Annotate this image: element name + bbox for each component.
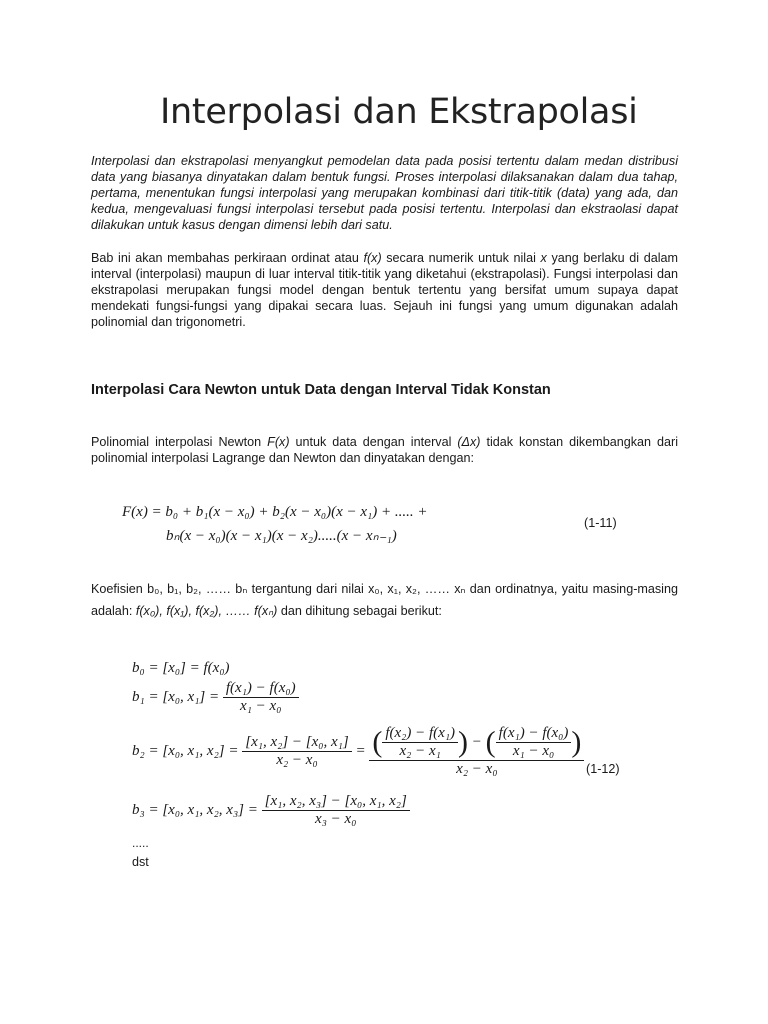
text-run: untuk data dengan interval xyxy=(289,435,458,449)
eq-b2-fraction-1 xyxy=(242,734,351,769)
eq-b2-fraction-2 xyxy=(369,725,584,778)
page-title: Interpolasi dan Ekstrapolasi xyxy=(160,92,638,132)
paren-open: ( xyxy=(485,725,496,759)
eq-b2-numerator-2 xyxy=(369,725,584,761)
eq-b2-lhs: b₂ = [x₀, x₁, x₂] = xyxy=(132,742,239,759)
paragraph-koefisien xyxy=(91,578,678,622)
eq-b0: b₀ = [x₀] = f(x₀) xyxy=(132,660,230,676)
eq-b1-fraction xyxy=(223,680,299,715)
eq-b2-denominator-1: x₂ − x₀ xyxy=(276,752,318,768)
eq-b3-lhs: b₃ = [x₀, x₁, x₂, x₃] = xyxy=(132,801,258,818)
section-heading: Interpolasi Cara Newton untuk Data dengan Interval Tidak Konstan xyxy=(91,382,551,398)
inner-b-num: f(x₁) − f(x₀) xyxy=(496,725,572,743)
eq-b1-numerator: f(x₁) − f(x₀) xyxy=(223,680,299,698)
x-term: x xyxy=(540,251,547,265)
ordinates-term: f(x₀), f(x₁), f(x₂), …… f(xₙ) xyxy=(135,604,278,618)
eq-b1-denominator: x₁ − x₀ xyxy=(240,698,282,714)
eq-b2-minus: − xyxy=(471,733,482,750)
eq-b1 xyxy=(132,680,299,715)
text-run: dan dihitung sebagai berikut: xyxy=(277,604,442,618)
eq-1-11-line1: F(x) = b₀ + b₁(x − x₀) + b₂(x − x₀)(x − x₁) + ..... + xyxy=(122,504,428,520)
eq-b3-fraction xyxy=(262,793,410,828)
text-run: Koefisien b₀, b₁, b₂, …… bₙ tergantung dari nilai x₀, x₁, x₂, …… xₙ dan ordinatnya, yaitu masing-masing adalah: xyxy=(91,582,678,618)
continuation-dots: ..... xyxy=(132,836,149,850)
eq-b2-inner-fraction-b xyxy=(496,725,572,760)
inner-b-den: x₁ − x₀ xyxy=(512,743,555,759)
eq-b2-equals: = xyxy=(355,742,366,759)
eq-b3-numerator: [x₁, x₂, x₃] − [x₀, x₁, x₂] xyxy=(262,793,410,811)
eq-1-11-line2: bₙ(x − x₀)(x − x₁)(x − x₂).....(x − xₙ₋₁) xyxy=(166,528,397,544)
text-run: Bab ini akan membahas perkiraan ordinat atau xyxy=(91,251,364,265)
paren-close: ) xyxy=(458,725,469,759)
paragraph-bab xyxy=(91,250,678,330)
text-run: Polinomial interpolasi Newton xyxy=(91,435,268,449)
paren-close: ) xyxy=(571,725,582,759)
eq-1-11-number: (1-11) xyxy=(584,516,617,530)
eq-b2-numerator-1: [x₁, x₂] − [x₀, x₁] xyxy=(242,734,351,752)
eq-b2 xyxy=(132,725,584,778)
inner-a-num: f(x₂) − f(x₁) xyxy=(382,725,458,743)
paren-open: ( xyxy=(372,725,383,759)
fx-term: f(x) xyxy=(363,251,382,265)
eq-b2-inner-fraction-a xyxy=(382,725,458,760)
text-run: tidak konstan dikembangkan dari polinomial interpolasi Lagrange dan Newton dan dinyatakan dengan: xyxy=(91,435,679,465)
delta-x-term: (Δx) xyxy=(457,435,481,449)
eq-b1-lhs: b₁ = [x₀, x₁] = xyxy=(132,688,220,705)
paragraph-newton xyxy=(91,434,678,466)
eq-b3 xyxy=(132,793,410,828)
eq-b3-denominator: x₃ − x₀ xyxy=(315,811,357,827)
text-run: yang berlaku di dalam interval (interpolasi) maupun di luar interval titik-titik yang diketahui (ekstrapolasi). Fungsi interpolasi dan ekstrapolasi merupakan fungsi model dengan bentuk tertentu yang bersifat umum supaya dapat mendekati fungsi-fungsi yang dipakai secara luas. Sejauh ini fungsi yang umum digunakan adalah polinomial dan trigonometri. xyxy=(91,251,679,329)
eq-1-12-number: (1-12) xyxy=(586,762,620,776)
intro-paragraph: Interpolasi dan ekstrapolasi menyangkut pemodelan data pada posisi tertentu dalam medan distribusi data yang biasanya dinyatakan dalam bentuk fungsi. Proses interpolasi dilaksanakan dalam dua tahap, pertama, menentukan fungsi interpolasi yang merupakan kombinasi dari titik-titik (data) yang ada, dan kedua, mengevaluasi fungsi interpolasi tersebut pada posisi tertentu. Interpolasi dan ekstraolasi dapat dilakukan untuk kasus dengan dimensi lebih dari satu. xyxy=(91,154,678,232)
text-run: secara numerik untuk nilai xyxy=(381,251,541,265)
inner-a-den: x₂ − x₁ xyxy=(399,743,441,759)
eq-b2-denominator-2: x₂ − x₀ xyxy=(456,761,498,777)
dst-text: dst xyxy=(132,855,149,869)
Fx-term: F(x) xyxy=(267,435,290,449)
